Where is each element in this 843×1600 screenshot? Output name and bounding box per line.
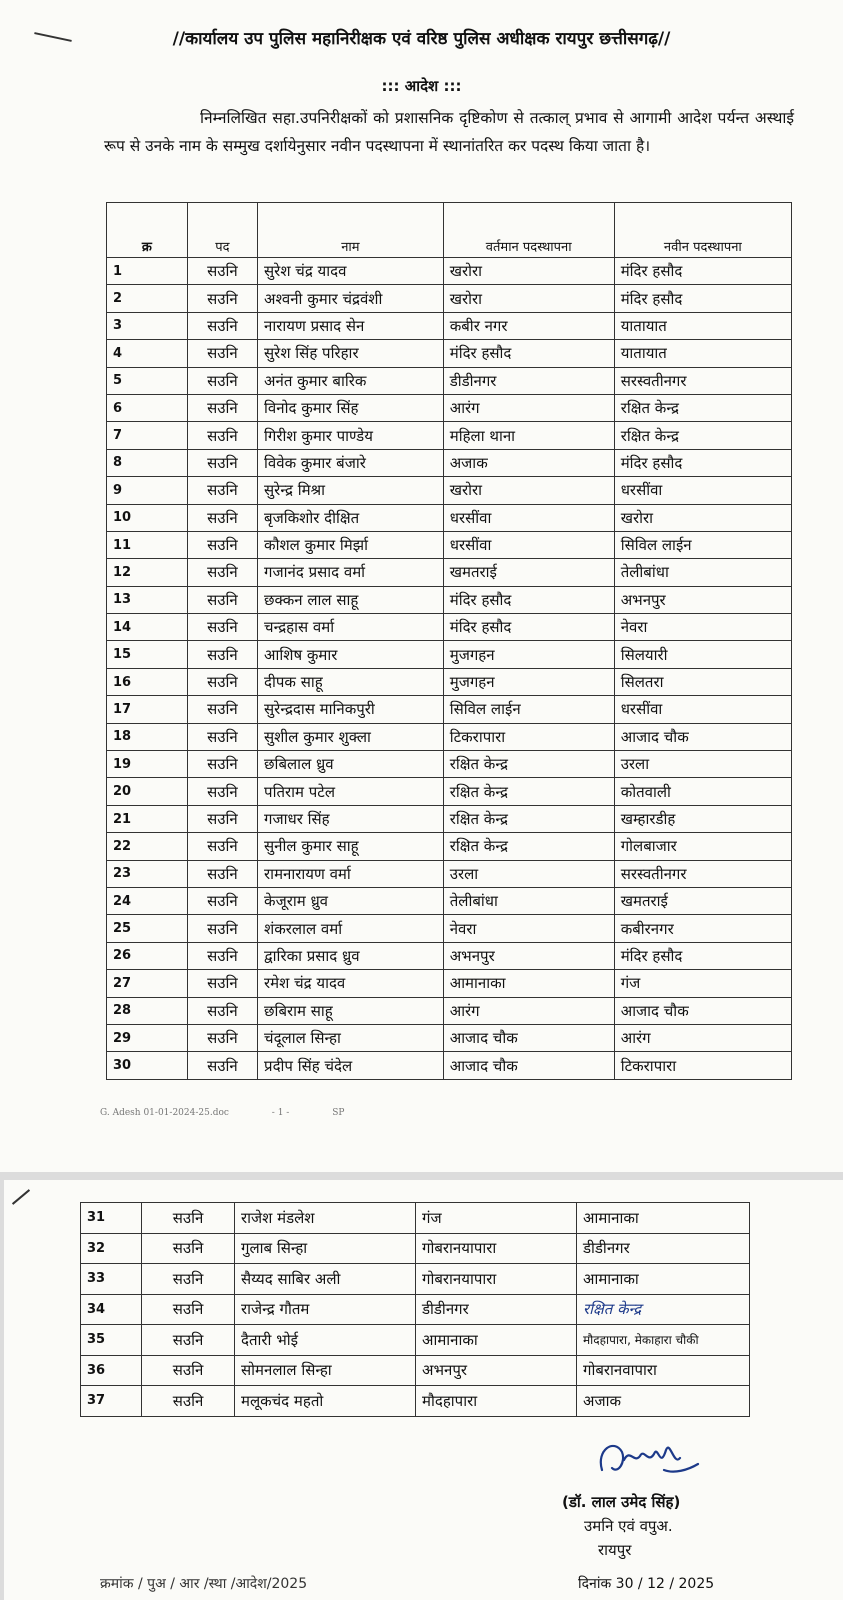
cell-rank: सउनि <box>187 312 257 339</box>
cell-serial: 5 <box>107 367 188 394</box>
cell-current-posting: आजाद चौक <box>443 1052 614 1079</box>
cell-serial: 21 <box>107 805 188 832</box>
cell-name: सुरेन्द्र मिश्रा <box>258 477 444 504</box>
cell-name: दीपक साहू <box>258 668 444 695</box>
cell-serial: 2 <box>107 285 188 312</box>
table-row <box>107 285 792 312</box>
footer-page: - 1 - <box>271 1108 290 1118</box>
cell-serial: 13 <box>107 586 188 613</box>
cell-name: विवेक कुमार बंजारे <box>258 449 444 476</box>
cell-rank: सउनि <box>187 942 257 969</box>
table-row <box>107 887 792 914</box>
cell-new-posting: कोतवाली <box>614 778 791 805</box>
cell-serial: 27 <box>107 970 188 997</box>
table-row <box>81 1264 750 1295</box>
table-row <box>107 778 792 805</box>
cell-serial: 4 <box>107 340 188 367</box>
signatory-designation: उमनि एवं वपुअ. <box>584 1517 673 1535</box>
cell-new-posting: सरस्वतीनगर <box>614 367 791 394</box>
cell-new-posting: खरोरा <box>614 504 791 531</box>
cell-rank: सउनि <box>187 1024 257 1051</box>
cell-serial: 8 <box>107 449 188 476</box>
header-rank: पद <box>187 203 257 258</box>
table-row <box>107 970 792 997</box>
cell-name: चंदूलाल सिन्हा <box>258 1024 444 1051</box>
cell-new-posting: यातायात <box>614 340 791 367</box>
cell-name: सुरेश चंद्र यादव <box>258 258 444 285</box>
cell-rank: सउनि <box>142 1355 235 1386</box>
table-row <box>107 1024 792 1051</box>
cell-new-posting: धरसींवा <box>614 477 791 504</box>
cell-name: प्रदीप सिंह चंदेल <box>258 1052 444 1079</box>
table-row <box>107 751 792 778</box>
cell-rank: सउनि <box>187 614 257 641</box>
cell-serial: 36 <box>81 1355 142 1386</box>
cell-name: सुनील कुमार साहू <box>258 833 444 860</box>
table-row <box>107 641 792 668</box>
cell-rank: सउनि <box>187 258 257 285</box>
table-row <box>107 559 792 586</box>
cell-current-posting: खरोरा <box>443 258 614 285</box>
cell-current-posting: टिकरापारा <box>443 723 614 750</box>
cell-current-posting: मंदिर हसौद <box>443 586 614 613</box>
table-row <box>107 449 792 476</box>
cell-rank: सउनि <box>142 1233 235 1264</box>
signatory-name: (डॉ. लाल उमेद सिंह) <box>562 1493 681 1511</box>
cell-serial: 22 <box>107 833 188 860</box>
cell-name: चन्द्रहास वर्मा <box>258 614 444 641</box>
cell-rank: सउनि <box>187 641 257 668</box>
cell-new-posting: गंज <box>614 970 791 997</box>
cell-name: दैतारी भोई <box>235 1325 416 1356</box>
cell-rank: सउनि <box>187 887 257 914</box>
cell-serial: 16 <box>107 668 188 695</box>
cell-rank: सउनि <box>142 1386 235 1417</box>
cell-rank: सउनि <box>187 422 257 449</box>
cell-new-posting: डीडीनगर <box>577 1233 750 1264</box>
cell-rank: सउनि <box>187 805 257 832</box>
cell-current-posting: गोबरानयापारा <box>416 1233 577 1264</box>
table-row <box>107 614 792 641</box>
cell-rank: सउनि <box>187 723 257 750</box>
table-row <box>81 1203 750 1234</box>
cell-current-posting: मुजगहन <box>443 641 614 668</box>
cell-name: अश्वनी कुमार चंद्रवंशी <box>258 285 444 312</box>
cell-new-posting: अजाक <box>577 1386 750 1417</box>
cell-name: द्वारिका प्रसाद ध्रुव <box>258 942 444 969</box>
cell-current-posting: रक्षित केन्द्र <box>443 778 614 805</box>
cell-name: केजूराम ध्रुव <box>258 887 444 914</box>
cell-current-posting: नेवरा <box>443 915 614 942</box>
cell-serial: 18 <box>107 723 188 750</box>
cell-rank: सउनि <box>187 997 257 1024</box>
cell-current-posting: मंदिर हसौद <box>443 614 614 641</box>
cell-current-posting: अजाक <box>443 449 614 476</box>
footer-initials: SP <box>332 1108 345 1118</box>
cell-name: विनोद कुमार सिंह <box>258 394 444 421</box>
table-body-page2 <box>81 1203 750 1417</box>
document-page-2 <box>4 1180 843 1600</box>
table-row <box>107 531 792 558</box>
table-row <box>107 477 792 504</box>
table-row <box>107 367 792 394</box>
cell-new-posting: सिलतरा <box>614 668 791 695</box>
cell-serial: 11 <box>107 531 188 558</box>
office-title: //कार्यालय उप पुलिस महानिरीक्षक एवं वरिष्ठ पुलिस अधीक्षक रायपुर छत्तीसगढ़// <box>172 29 671 49</box>
table-row <box>81 1233 750 1264</box>
cell-serial: 3 <box>107 312 188 339</box>
cell-new-posting: गोबरानवापारा <box>577 1355 750 1386</box>
cell-current-posting: अभनपुर <box>416 1355 577 1386</box>
cell-new-posting: खम्हारडीह <box>614 805 791 832</box>
cell-name: सोमनलाल सिन्हा <box>235 1355 416 1386</box>
cell-new-posting: अभनपुर <box>614 586 791 613</box>
cell-serial: 7 <box>107 422 188 449</box>
cell-new-posting: आमानाका <box>577 1203 750 1234</box>
transfer-table-page2 <box>80 1202 750 1417</box>
cell-serial: 29 <box>107 1024 188 1051</box>
cell-serial: 23 <box>107 860 188 887</box>
cell-new-posting: आरंग <box>614 1024 791 1051</box>
cell-new-posting: रक्षित केन्द्र <box>614 394 791 421</box>
table-row <box>107 312 792 339</box>
cell-serial: 33 <box>81 1264 142 1295</box>
cell-name: मलूकचंद महतो <box>235 1386 416 1417</box>
cell-rank: सउनि <box>142 1264 235 1295</box>
cell-new-posting: कबीरनगर <box>614 915 791 942</box>
cell-rank: सउनि <box>187 668 257 695</box>
cell-new-posting: आमानाका <box>577 1264 750 1295</box>
cell-rank: सउनि <box>142 1203 235 1234</box>
cell-serial: 6 <box>107 394 188 421</box>
table-row <box>107 258 792 285</box>
cell-serial: 12 <box>107 559 188 586</box>
cell-name: गुलाब सिन्हा <box>235 1233 416 1264</box>
cell-serial: 34 <box>81 1294 142 1325</box>
cell-rank: सउनि <box>187 860 257 887</box>
cell-rank: सउनि <box>187 367 257 394</box>
table-row <box>107 586 792 613</box>
cell-name: रामनारायण वर्मा <box>258 860 444 887</box>
table-row <box>81 1355 750 1386</box>
order-heading: ::: आदेश ::: <box>381 77 462 95</box>
cell-rank: सउनि <box>187 970 257 997</box>
cell-serial: 28 <box>107 997 188 1024</box>
cell-current-posting: आरंग <box>443 997 614 1024</box>
cell-serial: 24 <box>107 887 188 914</box>
cell-current-posting: डीडीनगर <box>416 1294 577 1325</box>
cell-new-posting: उरला <box>614 751 791 778</box>
cell-current-posting: खरोरा <box>443 285 614 312</box>
intro-paragraph <box>104 104 794 160</box>
cell-serial: 35 <box>81 1325 142 1356</box>
cell-current-posting: रक्षित केन्द्र <box>443 805 614 832</box>
cell-current-posting: गंज <box>416 1203 577 1234</box>
cell-serial: 14 <box>107 614 188 641</box>
pen-stroke <box>12 1189 30 1205</box>
cell-name: सुरेश सिंह परिहार <box>258 340 444 367</box>
cell-name: अनंत कुमार बारिक <box>258 367 444 394</box>
cell-rank: सउनि <box>187 833 257 860</box>
table-row <box>81 1325 750 1356</box>
cell-name: बृजकिशोर दीक्षित <box>258 504 444 531</box>
cell-current-posting: खरोरा <box>443 477 614 504</box>
cell-serial: 1 <box>107 258 188 285</box>
cell-name: गजाधर सिंह <box>258 805 444 832</box>
table-row <box>107 504 792 531</box>
cell-current-posting: सिविल लाईन <box>443 696 614 723</box>
cell-new-posting: आजाद चौक <box>614 723 791 750</box>
cell-new-posting: सिलयारी <box>614 641 791 668</box>
cell-name: राजेश मंडलेश <box>235 1203 416 1234</box>
cell-current-posting: कबीर नगर <box>443 312 614 339</box>
cell-name: छबिराम साहू <box>258 997 444 1024</box>
cell-name: रमेश चंद्र यादव <box>258 970 444 997</box>
signatory-city: रायपुर <box>598 1541 632 1559</box>
cell-new-posting: सिविल लाईन <box>614 531 791 558</box>
cell-rank: सउनि <box>187 504 257 531</box>
cell-serial: 31 <box>81 1203 142 1234</box>
cell-current-posting: धरसींवा <box>443 504 614 531</box>
cell-new-posting: नेवरा <box>614 614 791 641</box>
cell-rank: सउनि <box>187 477 257 504</box>
cell-serial: 10 <box>107 504 188 531</box>
cell-current-posting: मौदहापारा <box>416 1386 577 1417</box>
cell-serial: 25 <box>107 915 188 942</box>
transfer-table-page1 <box>106 202 792 1080</box>
table-body-page1 <box>107 258 792 1080</box>
cell-current-posting: मुजगहन <box>443 668 614 695</box>
cell-current-posting: धरसींवा <box>443 531 614 558</box>
cell-serial: 15 <box>107 641 188 668</box>
cell-serial: 17 <box>107 696 188 723</box>
cell-rank: सउनि <box>142 1325 235 1356</box>
cell-current-posting: आरंग <box>443 394 614 421</box>
cell-current-posting: आमानाका <box>443 970 614 997</box>
cell-rank: सउनि <box>187 696 257 723</box>
cell-current-posting: रक्षित केन्द्र <box>443 751 614 778</box>
table-row <box>107 915 792 942</box>
cell-new-posting: रक्षित केन्द्र <box>614 422 791 449</box>
cell-rank: सउनि <box>187 751 257 778</box>
table-row <box>107 696 792 723</box>
cell-rank: सउनि <box>187 531 257 558</box>
cell-serial: 32 <box>81 1233 142 1264</box>
table-row <box>107 394 792 421</box>
cell-rank: सउनि <box>187 394 257 421</box>
cell-new-posting: मंदिर हसौद <box>614 942 791 969</box>
table-row <box>107 805 792 832</box>
intro-text: निम्नलिखित सहा.उपनिरीक्षकों को प्रशासनिक दृष्टिकोण से तत्काल् प्रभाव से आगामी आदेश पर्यन्त अस्थाई रूप से उनके नाम के सम्मुख दर्शायेनुसार नवीन पदस्थापना में स्थानांतरित कर पदस्थ किया जाता है। <box>104 109 794 155</box>
cell-new-posting: मंदिर हसौद <box>614 258 791 285</box>
cell-new-posting: धरसींवा <box>614 696 791 723</box>
cell-rank: सउनि <box>142 1294 235 1325</box>
cell-serial: 20 <box>107 778 188 805</box>
cell-current-posting: अभनपुर <box>443 942 614 969</box>
header-name: नाम <box>258 203 444 258</box>
cell-new-posting: मौदहापारा, मेकाहारा चौकी <box>577 1325 750 1356</box>
cell-serial: 30 <box>107 1052 188 1079</box>
cell-rank: सउनि <box>187 340 257 367</box>
cell-name: सैय्यद साबिर अली <box>235 1264 416 1295</box>
cell-serial: 9 <box>107 477 188 504</box>
signature-image <box>594 1430 704 1486</box>
cell-new-posting: रक्षित केन्द्र <box>577 1294 750 1325</box>
cell-new-posting: मंदिर हसौद <box>614 449 791 476</box>
cell-new-posting: मंदिर हसौद <box>614 285 791 312</box>
cell-new-posting: गोलबाजार <box>614 833 791 860</box>
cell-new-posting: टिकरापारा <box>614 1052 791 1079</box>
cell-name: छक्कन लाल साहू <box>258 586 444 613</box>
cell-name: सुशील कुमार शुक्ला <box>258 723 444 750</box>
cell-current-posting: रक्षित केन्द्र <box>443 833 614 860</box>
cell-new-posting: आजाद चौक <box>614 997 791 1024</box>
cell-rank: सउनि <box>187 915 257 942</box>
order-date: दिनांक 30 / 12 / 2025 <box>578 1576 715 1592</box>
table-row <box>107 860 792 887</box>
cell-current-posting: आजाद चौक <box>443 1024 614 1051</box>
cell-rank: सउनि <box>187 586 257 613</box>
footer-file: G. Adesh 01-01-2024-25.doc <box>100 1108 229 1118</box>
header-serial: क्र <box>107 203 188 258</box>
header-new-posting: नवीन पदस्थापना <box>614 203 791 258</box>
table-row <box>81 1386 750 1417</box>
table-row <box>107 1052 792 1079</box>
cell-name: छबिलाल ध्रुव <box>258 751 444 778</box>
cell-name: कौशल कुमार मिर्झा <box>258 531 444 558</box>
cell-name: गिरीश कुमार पाण्डेय <box>258 422 444 449</box>
cell-rank: सउनि <box>187 449 257 476</box>
cell-name: शंकरलाल वर्मा <box>258 915 444 942</box>
cell-name: राजेन्द्र गौतम <box>235 1294 416 1325</box>
table-row <box>107 422 792 449</box>
table-row <box>107 997 792 1024</box>
cell-rank: सउनि <box>187 1052 257 1079</box>
cell-current-posting: गोबरानयापारा <box>416 1264 577 1295</box>
table-row <box>107 942 792 969</box>
cell-current-posting: डीडीनगर <box>443 367 614 394</box>
cell-current-posting: आमानाका <box>416 1325 577 1356</box>
table-row <box>107 340 792 367</box>
table-row <box>81 1294 750 1325</box>
cell-serial: 19 <box>107 751 188 778</box>
cell-serial: 37 <box>81 1386 142 1417</box>
cell-current-posting: महिला थाना <box>443 422 614 449</box>
reference-number: क्रमांक / पुअ / आर /स्था /आदेश/2025 <box>100 1576 308 1592</box>
cell-serial: 26 <box>107 942 188 969</box>
cell-current-posting: मंदिर हसौद <box>443 340 614 367</box>
cell-new-posting: तेलीबांधा <box>614 559 791 586</box>
cell-name: सुरेन्द्रदास मानिकपुरी <box>258 696 444 723</box>
cell-new-posting: सरस्वतीनगर <box>614 860 791 887</box>
cell-name: पतिराम पटेल <box>258 778 444 805</box>
cell-rank: सउनि <box>187 285 257 312</box>
cell-name: नारायण प्रसाद सेन <box>258 312 444 339</box>
cell-name: आशिष कुमार <box>258 641 444 668</box>
cell-name: गजानंद प्रसाद वर्मा <box>258 559 444 586</box>
table-row <box>107 723 792 750</box>
table-row <box>107 833 792 860</box>
cell-new-posting: खमतराई <box>614 887 791 914</box>
cell-rank: सउनि <box>187 559 257 586</box>
page1-footer <box>100 1108 384 1118</box>
cell-new-posting: यातायात <box>614 312 791 339</box>
table-row <box>107 668 792 695</box>
table-header-row <box>107 203 792 258</box>
cell-current-posting: उरला <box>443 860 614 887</box>
header-current-posting: वर्तमान पदस्थापना <box>443 203 614 258</box>
cell-rank: सउनि <box>187 778 257 805</box>
cell-current-posting: तेलीबांधा <box>443 887 614 914</box>
cell-current-posting: खमतराई <box>443 559 614 586</box>
